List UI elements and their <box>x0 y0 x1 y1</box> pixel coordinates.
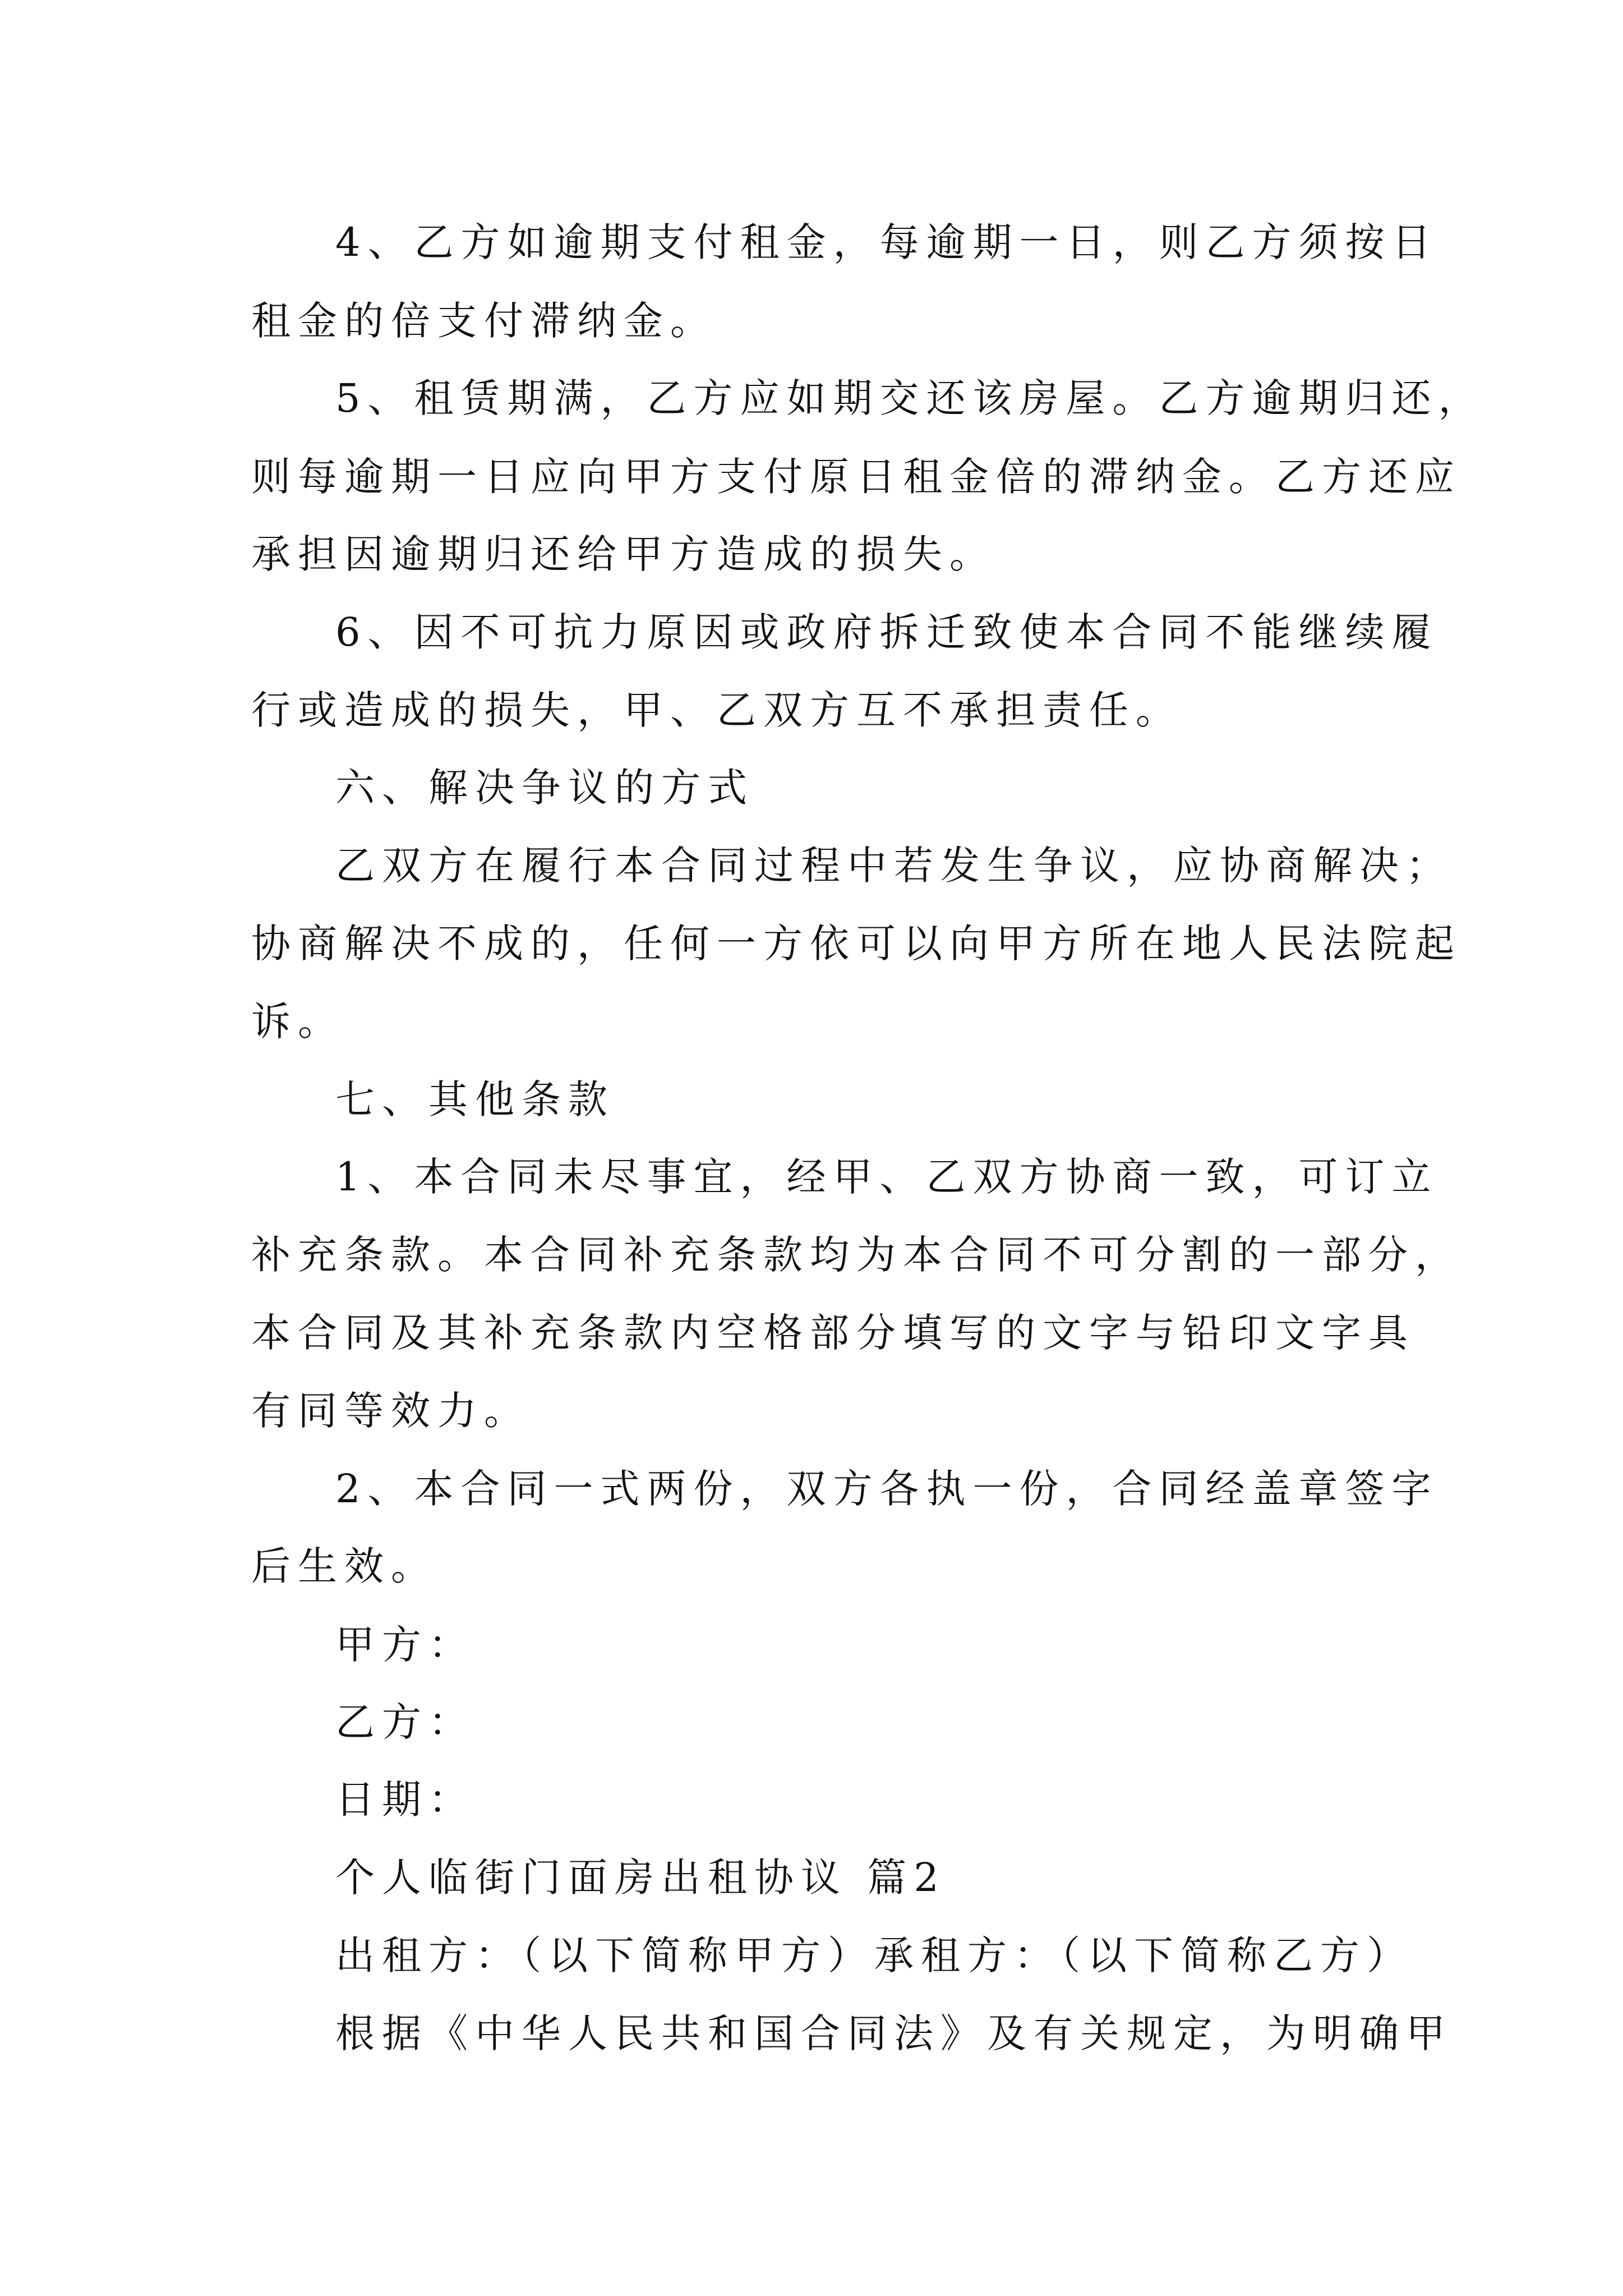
dispute-line-2: 协商解决不成的，任何一方依可以向甲方所在地人民法院起 <box>251 921 1461 967</box>
other-clause-2-line-1: 2、本合同一式两份，双方各执一份，合同经盖章签字 <box>335 1466 1438 1512</box>
dispute-line-3: 诉。 <box>251 999 344 1045</box>
clause-4-line-2: 租金的倍支付滞纳金。 <box>251 298 717 344</box>
clause-6-line-1: 6、因不可抗力原因或政府拆迁致使本合同不能继续履 <box>335 609 1438 655</box>
clause-4-line-1: 4、乙方如逾期支付租金，每逾期一日，则乙方须按日 <box>335 219 1438 265</box>
signature-party-a: 甲方： <box>335 1622 475 1668</box>
signature-date: 日期： <box>335 1777 475 1823</box>
agreement-title: 个人临街门面房出租协议 篇2 <box>335 1855 946 1901</box>
clause-6-line-2: 行或造成的损失，甲、乙双方互不承担责任。 <box>251 687 1182 733</box>
section-heading-other-terms: 七、其他条款 <box>335 1076 615 1122</box>
clause-5-line-1: 5、租赁期满，乙方应如期交还该房屋。乙方逾期归还， <box>335 375 1485 421</box>
section-heading-dispute-resolution: 六、解决争议的方式 <box>335 765 754 811</box>
clause-5-line-2: 则每逾期一日应向甲方支付原日租金倍的滞纳金。乙方还应 <box>251 454 1461 500</box>
other-clause-1-line-1: 1、本合同未尽事宜，经甲、乙双方协商一致，可订立 <box>335 1154 1438 1200</box>
other-clause-1-line-4: 有同等效力。 <box>251 1388 531 1434</box>
other-clause-1-line-2: 补充条款。本合同补充条款均为本合同不可分割的一部分， <box>251 1232 1461 1278</box>
clause-5-line-3: 承担因逾期归还给甲方造成的损失。 <box>251 531 996 577</box>
preamble-line: 根据《中华人民共和国合同法》及有关规定，为明确甲 <box>335 2010 1453 2056</box>
parties-line: 出租方：（以下简称甲方）承租方：（以下简称乙方） <box>335 1932 1413 1978</box>
dispute-line-1: 乙双方在履行本合同过程中若发生争议，应协商解决； <box>335 843 1453 889</box>
other-clause-1-line-3: 本合同及其补充条款内空格部分填写的文字与铅印文字具 <box>251 1310 1415 1356</box>
other-clause-2-line-2: 后生效。 <box>251 1543 437 1589</box>
signature-party-b: 乙方： <box>335 1699 475 1745</box>
